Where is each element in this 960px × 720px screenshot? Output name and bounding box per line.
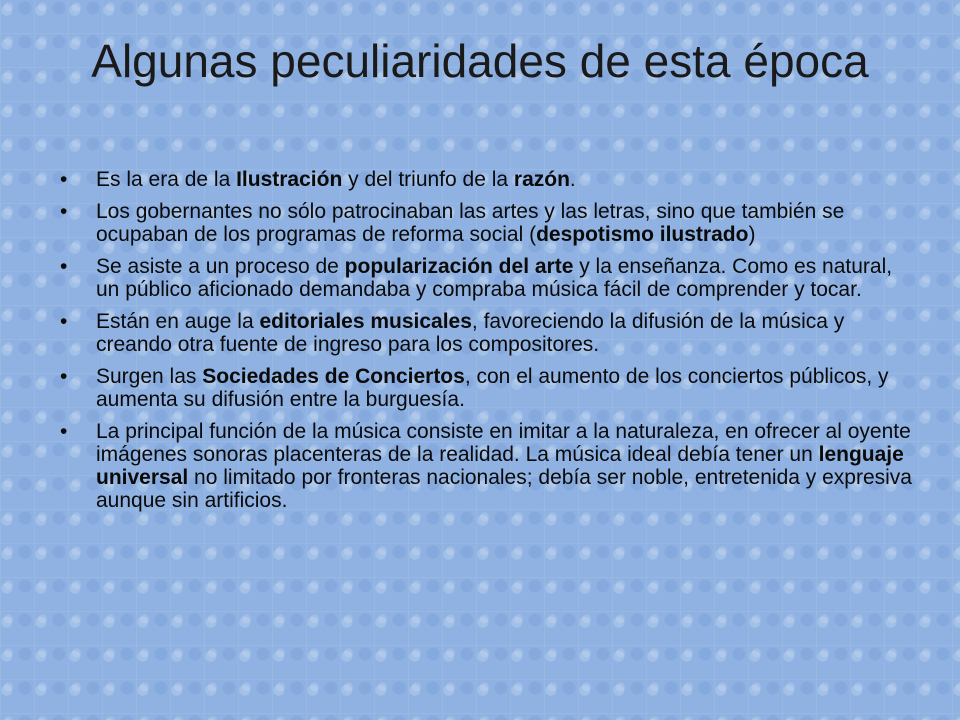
bullet-text: , con el aumento de los conciertos públicos, y aumenta su difusión entre la burguesía. bbox=[96, 365, 889, 411]
bullet-emphasis: Ilustración bbox=[236, 168, 343, 191]
bullet-emphasis: razón bbox=[513, 168, 570, 191]
bullet-list bbox=[60, 168, 920, 521]
bullet-text: ) bbox=[748, 223, 756, 246]
bullet-icon: • bbox=[60, 365, 68, 388]
bullet-text: Están en auge la bbox=[96, 310, 260, 333]
bullet-item bbox=[60, 420, 920, 512]
slide-title: Algunas peculiaridades de esta época bbox=[91, 35, 869, 87]
bullet-text: y del triunfo de la bbox=[342, 168, 514, 191]
bullet-text: La principal función de la música consiste en imitar a la naturaleza, en ofrecer al oyente imágenes sonoras placenteras de la realidad. La música ideal debía tener un bbox=[96, 420, 911, 466]
bullet-emphasis: Sociedades de Conciertos bbox=[202, 365, 465, 388]
bullet-text: , favoreciendo la difusión de la música y creando otra fuente de ingreso para los compositores. bbox=[96, 310, 845, 356]
bullet-text: no limitado por fronteras nacionales; debía ser noble, entretenida y expresiva aunque sin artificios. bbox=[96, 466, 912, 512]
bullet-icon: • bbox=[60, 420, 68, 443]
bullet-text: Es la era de la bbox=[96, 168, 237, 191]
bullet-item bbox=[60, 168, 920, 191]
bullet-item bbox=[60, 200, 920, 246]
bullet-item bbox=[60, 310, 920, 356]
bullet-icon: • bbox=[60, 310, 68, 333]
bullet-text: y la enseñanza. Como es natural, un público aficionado demandaba y compraba música fácil de comprender y tocar. bbox=[96, 255, 893, 301]
bullet-icon: • bbox=[60, 255, 68, 278]
bullet-emphasis: lenguaje universal bbox=[96, 443, 904, 489]
bullet-emphasis: despotismo ilustrado bbox=[536, 223, 749, 246]
bullet-text: Surgen las bbox=[96, 365, 203, 388]
bullet-text: Los gobernantes no sólo patrocinaban las artes y las letras, sino que también se ocupaban de los programas de reforma social ( bbox=[96, 200, 845, 246]
bullet-icon: • bbox=[60, 200, 68, 223]
bullet-item bbox=[60, 255, 920, 301]
bullet-item bbox=[60, 365, 920, 411]
bullet-text: Se asiste a un proceso de bbox=[96, 255, 345, 278]
bullet-emphasis: popularización del arte bbox=[344, 255, 574, 278]
bullet-emphasis: editoriales musicales bbox=[259, 310, 472, 333]
bullet-text: . bbox=[569, 168, 576, 191]
bullet-icon: • bbox=[60, 168, 68, 191]
